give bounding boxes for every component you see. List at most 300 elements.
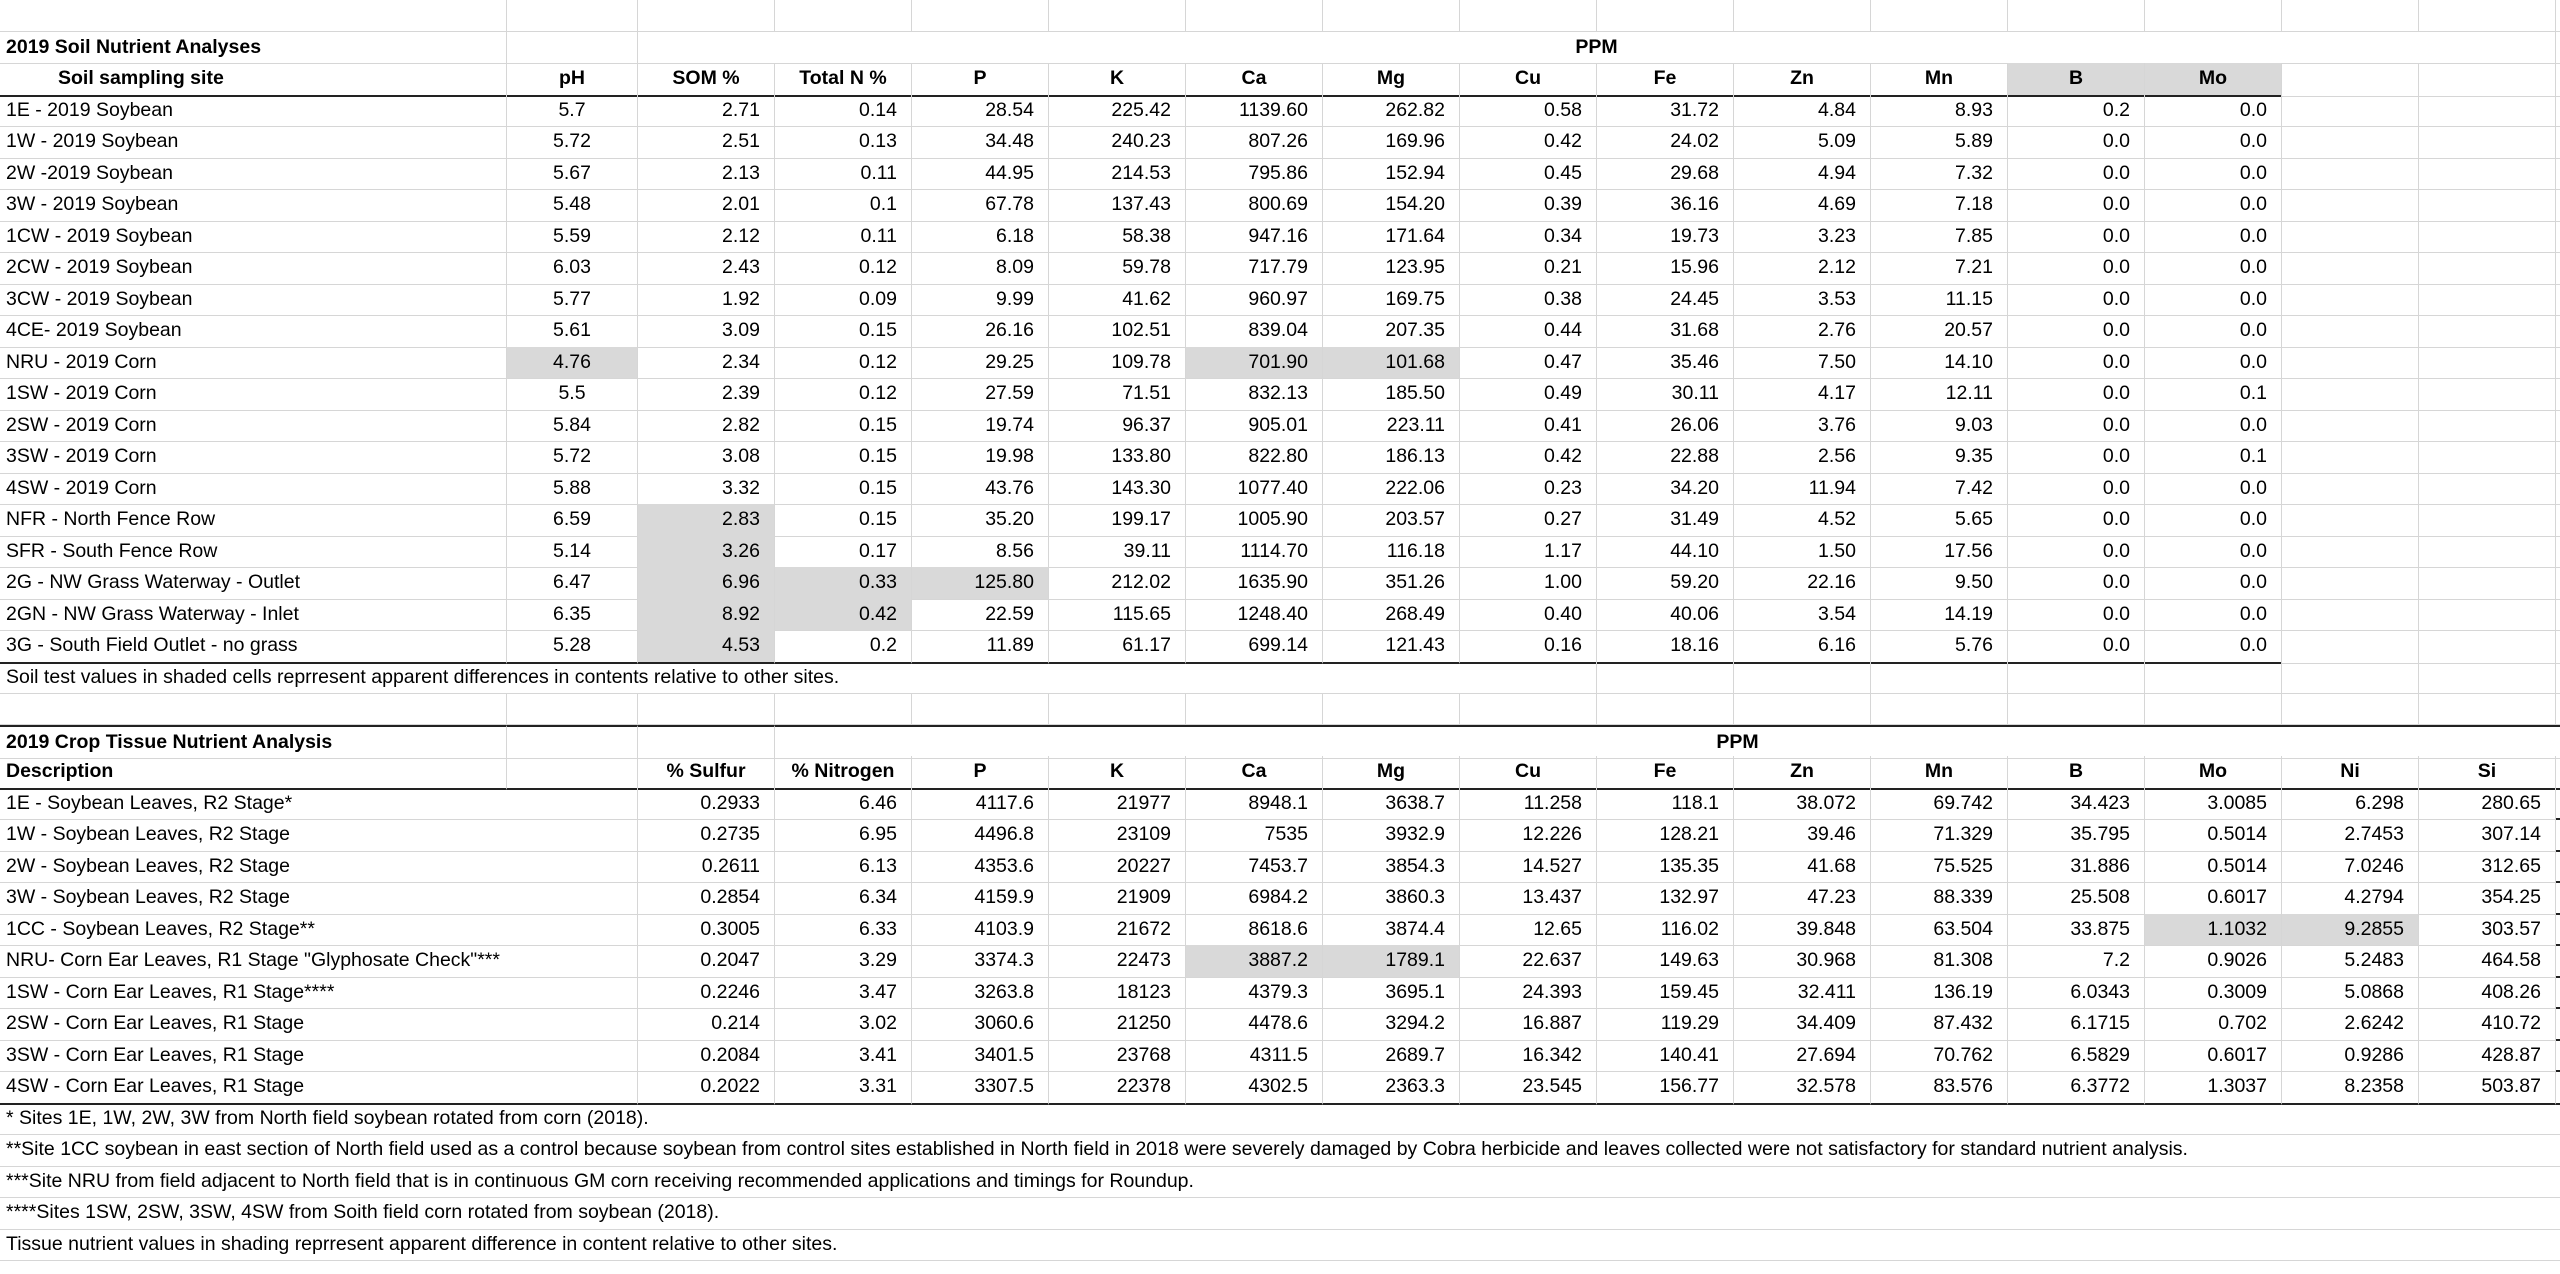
soil-value-cell: 137.43 [1049, 189, 1186, 222]
tissue-value-cell: 27.694 [1734, 1040, 1871, 1073]
empty-cell [2419, 221, 2556, 254]
empty-cell [2282, 189, 2419, 222]
soil-value-cell: 0.14 [775, 95, 912, 128]
soil-value-cell: 26.16 [912, 315, 1049, 348]
tissue-value-cell: 2363.3 [1323, 1071, 1460, 1105]
soil-site-name: 2CW - 2019 Soybean [0, 252, 507, 285]
tissue-col-header: Ca [1186, 756, 1323, 790]
tissue-header-row [0, 756, 2560, 788]
tissue-value-cell: 1.3037 [2145, 1071, 2282, 1105]
soil-value-cell: 0.42 [775, 599, 912, 632]
tissue-value-cell: 4311.5 [1186, 1040, 1323, 1073]
soil-value-cell: 40.06 [1597, 599, 1734, 632]
tissue-value-cell: 0.214 [638, 1008, 775, 1041]
soil-value-cell: 19.98 [912, 441, 1049, 474]
tissue-value-cell [507, 788, 638, 821]
soil-value-cell: 5.59 [507, 221, 638, 254]
soil-table-row [0, 536, 2560, 568]
soil-value-cell: 3.26 [638, 536, 775, 569]
soil-table-row [0, 189, 2560, 221]
empty-cell [2419, 504, 2556, 537]
empty-cell [2556, 567, 2560, 600]
soil-value-cell: 0.41 [1460, 410, 1597, 443]
tissue-value-cell: 35.795 [2008, 819, 2145, 852]
soil-value-cell: 7.50 [1734, 347, 1871, 380]
soil-value-cell: 0.2 [775, 630, 912, 664]
tissue-description: 1CC - Soybean Leaves, R2 Stage** [0, 914, 507, 947]
soil-value-cell: 4.84 [1734, 95, 1871, 128]
tissue-title-row [0, 725, 2560, 757]
soil-value-cell: 795.86 [1186, 158, 1323, 191]
tissue-value-cell: 7.0246 [2282, 851, 2419, 884]
soil-value-cell: 4.69 [1734, 189, 1871, 222]
soil-value-cell: 3.23 [1734, 221, 1871, 254]
tissue-value-cell: 0.2084 [638, 1040, 775, 1073]
soil-col-header: Mn [1871, 63, 2008, 97]
soil-value-cell: 4.94 [1734, 158, 1871, 191]
soil-value-cell: 0.12 [775, 252, 912, 285]
soil-table-row [0, 252, 2560, 284]
soil-table-row [0, 504, 2560, 536]
soil-value-cell: 19.74 [912, 410, 1049, 443]
soil-value-cell: 6.18 [912, 221, 1049, 254]
tissue-value-cell: 2689.7 [1323, 1040, 1460, 1073]
soil-value-cell: 9.50 [1871, 567, 2008, 600]
empty-cell [2556, 441, 2560, 474]
tissue-value-cell: 312.65 [2419, 851, 2556, 884]
empty-cell [2419, 567, 2556, 600]
soil-value-cell: 0.15 [775, 410, 912, 443]
soil-value-cell: 0.0 [2008, 189, 2145, 222]
soil-value-cell: 44.95 [912, 158, 1049, 191]
soil-value-cell: 5.72 [507, 441, 638, 474]
soil-value-cell: 699.14 [1186, 630, 1323, 664]
tissue-value-cell: 4496.8 [912, 819, 1049, 852]
tissue-col-header: Mo [2145, 756, 2282, 790]
soil-value-cell: 9.99 [912, 284, 1049, 317]
tissue-value-cell: 8.2358 [2282, 1071, 2419, 1105]
empty-cell [2419, 284, 2556, 317]
tissue-description: 1E - Soybean Leaves, R2 Stage* [0, 788, 507, 821]
soil-value-cell: 15.96 [1597, 252, 1734, 285]
soil-value-cell: 59.78 [1049, 252, 1186, 285]
soil-table-row [0, 599, 2560, 631]
soil-value-cell: 203.57 [1323, 504, 1460, 537]
soil-site-name: 3G - South Field Outlet - no grass [0, 630, 507, 664]
tissue-value-cell: 4159.9 [912, 882, 1049, 915]
soil-ppm-label: PPM [638, 32, 2556, 65]
soil-value-cell: 6.03 [507, 252, 638, 285]
tissue-value-cell: 83.576 [1871, 1071, 2008, 1105]
soil-value-cell: 0.0 [2145, 347, 2282, 380]
tissue-table-row [0, 788, 2560, 820]
soil-value-cell: 121.43 [1323, 630, 1460, 664]
empty-cell [2282, 252, 2419, 285]
tissue-value-cell: 6.5829 [2008, 1040, 2145, 1073]
tissue-note: Tissue nutrient values in shading reprresent apparent difference in content relative to other sites. [0, 1229, 2560, 1262]
tissue-value-cell: 16.887 [1460, 1008, 1597, 1041]
soil-value-cell: 1.92 [638, 284, 775, 317]
soil-value-cell: 3.76 [1734, 410, 1871, 443]
soil-value-cell: 905.01 [1186, 410, 1323, 443]
tissue-value-cell [507, 1040, 638, 1073]
soil-value-cell: 3.09 [638, 315, 775, 348]
soil-value-cell: 0.0 [2008, 410, 2145, 443]
tissue-note-row [0, 1134, 2560, 1166]
soil-value-cell: 0.0 [2145, 221, 2282, 254]
soil-value-cell: 0.34 [1460, 221, 1597, 254]
tissue-value-cell: 38.072 [1734, 788, 1871, 821]
empty-cell [2556, 977, 2560, 1010]
soil-col-header: pH [507, 63, 638, 97]
soil-note: Soil test values in shaded cells reprresent apparent differences in contents relative to other sites. [0, 662, 1460, 695]
tissue-value-cell: 3.29 [775, 945, 912, 978]
tissue-value-cell: 70.762 [1871, 1040, 2008, 1073]
soil-table-row [0, 284, 2560, 316]
soil-value-cell: 5.5 [507, 378, 638, 411]
soil-value-cell: 822.80 [1186, 441, 1323, 474]
tissue-value-cell: 132.97 [1597, 882, 1734, 915]
tissue-value-cell: 6.3772 [2008, 1071, 2145, 1105]
soil-value-cell: 0.0 [2008, 284, 2145, 317]
tissue-value-cell: 3860.3 [1323, 882, 1460, 915]
empty-cell [2282, 284, 2419, 317]
soil-value-cell: 24.45 [1597, 284, 1734, 317]
soil-value-cell: 1005.90 [1186, 504, 1323, 537]
soil-value-cell: 143.30 [1049, 473, 1186, 506]
soil-value-cell: 22.88 [1597, 441, 1734, 474]
soil-value-cell: 207.35 [1323, 315, 1460, 348]
tissue-value-cell: 3307.5 [912, 1071, 1049, 1105]
soil-value-cell: 0.0 [2145, 599, 2282, 632]
tissue-value-cell [507, 1071, 638, 1105]
empty-cell [2419, 347, 2556, 380]
tissue-value-cell [507, 819, 638, 852]
soil-value-cell: 0.21 [1460, 252, 1597, 285]
empty-cell [2556, 788, 2560, 821]
soil-value-cell: 22.16 [1734, 567, 1871, 600]
soil-value-cell: 0.47 [1460, 347, 1597, 380]
tissue-value-cell: 39.46 [1734, 819, 1871, 852]
soil-value-cell: 0.44 [1460, 315, 1597, 348]
soil-site-name: 4SW - 2019 Corn [0, 473, 507, 506]
soil-value-cell: 11.94 [1734, 473, 1871, 506]
empty-cell [2556, 851, 2560, 884]
soil-value-cell: 0.11 [775, 221, 912, 254]
tissue-value-cell: 0.9026 [2145, 945, 2282, 978]
soil-col-header: Cu [1460, 63, 1597, 97]
soil-value-cell: 43.76 [912, 473, 1049, 506]
tissue-value-cell: 6.33 [775, 914, 912, 947]
soil-value-cell: 3.32 [638, 473, 775, 506]
soil-value-cell: 0.13 [775, 126, 912, 159]
tissue-col-header: P [912, 756, 1049, 790]
soil-value-cell: 214.53 [1049, 158, 1186, 191]
soil-value-cell: 27.59 [912, 378, 1049, 411]
tissue-value-cell: 22378 [1049, 1071, 1186, 1105]
soil-value-cell: 0.1 [2145, 378, 2282, 411]
tissue-col-header: Description [0, 756, 507, 790]
soil-value-cell: 947.16 [1186, 221, 1323, 254]
empty-cell [2419, 189, 2556, 222]
tissue-value-cell: 3695.1 [1323, 977, 1460, 1010]
tissue-description: NRU- Corn Ear Leaves, R1 Stage "Glyphosate Check"*** [0, 945, 507, 978]
soil-note-row [0, 662, 2560, 694]
soil-value-cell: 5.7 [507, 95, 638, 128]
soil-value-cell: 35.20 [912, 504, 1049, 537]
soil-value-cell: 5.88 [507, 473, 638, 506]
soil-value-cell: 123.95 [1323, 252, 1460, 285]
soil-value-cell: 8.09 [912, 252, 1049, 285]
tissue-value-cell: 4478.6 [1186, 1008, 1323, 1041]
soil-value-cell: 186.13 [1323, 441, 1460, 474]
empty-cell [2419, 630, 2556, 664]
soil-value-cell: 18.16 [1597, 630, 1734, 664]
soil-value-cell: 0.40 [1460, 599, 1597, 632]
tissue-value-cell: 32.578 [1734, 1071, 1871, 1105]
tissue-col-header: Mg [1323, 756, 1460, 790]
soil-value-cell: 0.0 [2145, 95, 2282, 128]
soil-value-cell: 2.71 [638, 95, 775, 128]
soil-value-cell: 2.83 [638, 504, 775, 537]
tissue-value-cell: 3874.4 [1323, 914, 1460, 947]
tissue-note-row [0, 1103, 2560, 1135]
tissue-value-cell: 21250 [1049, 1008, 1186, 1041]
soil-value-cell: 7.21 [1871, 252, 2008, 285]
soil-col-header: Fe [1597, 63, 1734, 97]
tissue-value-cell: 0.5014 [2145, 851, 2282, 884]
tissue-value-cell: 30.968 [1734, 945, 1871, 978]
tissue-value-cell: 3.02 [775, 1008, 912, 1041]
soil-value-cell: 0.42 [1460, 441, 1597, 474]
empty-cell [2556, 882, 2560, 915]
tissue-description: 3SW - Corn Ear Leaves, R1 Stage [0, 1040, 507, 1073]
soil-value-cell: 701.90 [1186, 347, 1323, 380]
tissue-note: ****Sites 1SW, 2SW, 3SW, 4SW from Soith field corn rotated from soybean (2018). [0, 1197, 2560, 1230]
soil-site-name: 1E - 2019 Soybean [0, 95, 507, 128]
tissue-value-cell: 24.393 [1460, 977, 1597, 1010]
empty-cell [2556, 378, 2560, 411]
soil-value-cell: 0.16 [1460, 630, 1597, 664]
soil-value-cell: 5.72 [507, 126, 638, 159]
soil-value-cell: 7.42 [1871, 473, 2008, 506]
empty-cell [2419, 599, 2556, 632]
soil-value-cell: 8.56 [912, 536, 1049, 569]
empty-cell [2556, 1040, 2560, 1073]
soil-value-cell: 67.78 [912, 189, 1049, 222]
tissue-col-header: Cu [1460, 756, 1597, 790]
tissue-table-row [0, 977, 2560, 1009]
tissue-value-cell: 34.423 [2008, 788, 2145, 821]
tissue-ppm-label: PPM [775, 725, 2560, 760]
soil-value-cell: 0.0 [2008, 630, 2145, 664]
soil-value-cell: 6.96 [638, 567, 775, 600]
soil-col-header: Mo [2145, 63, 2282, 97]
tissue-value-cell: 135.35 [1597, 851, 1734, 884]
soil-site-name: 3W - 2019 Soybean [0, 189, 507, 222]
tissue-value-cell: 0.2047 [638, 945, 775, 978]
tissue-description: 3W - Soybean Leaves, R2 Stage [0, 882, 507, 915]
empty-cell [2282, 221, 2419, 254]
soil-value-cell: 29.68 [1597, 158, 1734, 191]
tissue-value-cell: 3887.2 [1186, 945, 1323, 978]
soil-value-cell: 0.0 [2008, 315, 2145, 348]
empty-cell [2556, 819, 2560, 852]
tissue-table-row [0, 851, 2560, 883]
tissue-value-cell [507, 945, 638, 978]
tissue-description: 4SW - Corn Ear Leaves, R1 Stage [0, 1071, 507, 1105]
tissue-value-cell: 140.41 [1597, 1040, 1734, 1073]
soil-value-cell: 31.72 [1597, 95, 1734, 128]
tissue-value-cell: 4117.6 [912, 788, 1049, 821]
empty-cell [2419, 63, 2556, 97]
soil-col-header: Zn [1734, 63, 1871, 97]
soil-value-cell: 19.73 [1597, 221, 1734, 254]
soil-value-cell: 5.48 [507, 189, 638, 222]
empty-cell [2556, 945, 2560, 978]
soil-value-cell: 0.11 [775, 158, 912, 191]
soil-value-cell: 0.0 [2145, 252, 2282, 285]
soil-value-cell: 1139.60 [1186, 95, 1323, 128]
soil-value-cell: 36.16 [1597, 189, 1734, 222]
tissue-table-body [0, 788, 2560, 1103]
tissue-value-cell: 410.72 [2419, 1008, 2556, 1041]
tissue-value-cell: 3294.2 [1323, 1008, 1460, 1041]
empty-cell [2556, 126, 2560, 159]
soil-value-cell: 30.11 [1597, 378, 1734, 411]
tissue-value-cell: 3374.3 [912, 945, 1049, 978]
soil-value-cell: 35.46 [1597, 347, 1734, 380]
tissue-notes [0, 1103, 2560, 1261]
soil-table-row [0, 126, 2560, 158]
soil-value-cell: 223.11 [1323, 410, 1460, 443]
soil-value-cell: 0.15 [775, 473, 912, 506]
tissue-table-row [0, 1040, 2560, 1072]
soil-value-cell: 2.51 [638, 126, 775, 159]
soil-value-cell: 717.79 [1186, 252, 1323, 285]
empty-cell [2556, 252, 2560, 285]
tissue-note-row [0, 1197, 2560, 1229]
soil-value-cell: 96.37 [1049, 410, 1186, 443]
soil-value-cell: 20.57 [1871, 315, 2008, 348]
tissue-value-cell: 12.226 [1460, 819, 1597, 852]
soil-value-cell: 7.18 [1871, 189, 2008, 222]
tissue-value-cell: 4379.3 [1186, 977, 1323, 1010]
tissue-value-cell: 464.58 [2419, 945, 2556, 978]
soil-value-cell: 169.75 [1323, 284, 1460, 317]
empty-cell [2556, 315, 2560, 348]
soil-value-cell: 3.08 [638, 441, 775, 474]
tissue-value-cell: 6984.2 [1186, 882, 1323, 915]
soil-value-cell: 225.42 [1049, 95, 1186, 128]
soil-value-cell: 212.02 [1049, 567, 1186, 600]
soil-value-cell: 59.20 [1597, 567, 1734, 600]
soil-value-cell: 0.38 [1460, 284, 1597, 317]
tissue-value-cell: 307.14 [2419, 819, 2556, 852]
soil-value-cell: 0.0 [2145, 315, 2282, 348]
empty-cell [2556, 284, 2560, 317]
soil-value-cell: 5.67 [507, 158, 638, 191]
empty-cell [2419, 410, 2556, 443]
soil-value-cell: 8.93 [1871, 95, 2008, 128]
empty-cell [2282, 473, 2419, 506]
tissue-value-cell: 3854.3 [1323, 851, 1460, 884]
tissue-value-cell: 32.411 [1734, 977, 1871, 1010]
soil-col-header: SOM % [638, 63, 775, 97]
soil-value-cell: 0.0 [2145, 567, 2282, 600]
soil-value-cell: 101.68 [1323, 347, 1460, 380]
soil-value-cell: 2.56 [1734, 441, 1871, 474]
soil-value-cell: 3.54 [1734, 599, 1871, 632]
tissue-table-row [0, 882, 2560, 914]
tissue-value-cell: 12.65 [1460, 914, 1597, 947]
soil-value-cell: 0.49 [1460, 378, 1597, 411]
empty-cell [2556, 410, 2560, 443]
empty-cell [2419, 536, 2556, 569]
tissue-value-cell [507, 851, 638, 884]
tissue-value-cell: 7.2 [2008, 945, 2145, 978]
tissue-value-cell: 116.02 [1597, 914, 1734, 947]
soil-value-cell: 0.0 [2145, 284, 2282, 317]
soil-value-cell: 2.76 [1734, 315, 1871, 348]
soil-value-cell: 1248.40 [1186, 599, 1323, 632]
soil-value-cell: 14.19 [1871, 599, 2008, 632]
tissue-value-cell [507, 1008, 638, 1041]
tissue-value-cell: 63.504 [1871, 914, 2008, 947]
soil-value-cell: 0.09 [775, 284, 912, 317]
tissue-value-cell: 25.508 [2008, 882, 2145, 915]
empty-cell [2556, 347, 2560, 380]
soil-value-cell: 0.0 [2008, 126, 2145, 159]
tissue-value-cell: 18123 [1049, 977, 1186, 1010]
soil-value-cell: 0.0 [2008, 536, 2145, 569]
empty-cell [2282, 410, 2419, 443]
soil-value-cell: 39.11 [1049, 536, 1186, 569]
soil-value-cell: 5.09 [1734, 126, 1871, 159]
soil-col-header: Ca [1186, 63, 1323, 97]
empty-cell [2556, 473, 2560, 506]
tissue-col-header: % Sulfur [638, 756, 775, 790]
tissue-value-cell: 1789.1 [1323, 945, 1460, 978]
soil-value-cell: 8.92 [638, 599, 775, 632]
empty-cell [2419, 441, 2556, 474]
tissue-value-cell: 8948.1 [1186, 788, 1323, 821]
empty-cell [2282, 63, 2419, 97]
soil-title-row [0, 32, 2560, 64]
soil-value-cell: 0.15 [775, 504, 912, 537]
tissue-value-cell: 3.41 [775, 1040, 912, 1073]
soil-value-cell: 2.12 [638, 221, 775, 254]
soil-value-cell: 116.18 [1323, 536, 1460, 569]
tissue-value-cell: 23109 [1049, 819, 1186, 852]
soil-value-cell: 0.0 [2145, 473, 2282, 506]
soil-col-header: Total N % [775, 63, 912, 97]
soil-table-title: 2019 Soil Nutrient Analyses [0, 32, 507, 65]
tissue-value-cell: 280.65 [2419, 788, 2556, 821]
soil-value-cell: 9.03 [1871, 410, 2008, 443]
tissue-value-cell: 159.45 [1597, 977, 1734, 1010]
tissue-value-cell: 3401.5 [912, 1040, 1049, 1073]
soil-value-cell: 44.10 [1597, 536, 1734, 569]
soil-value-cell: 0.0 [2145, 630, 2282, 664]
soil-value-cell: 5.65 [1871, 504, 2008, 537]
tissue-value-cell: 0.5014 [2145, 819, 2282, 852]
soil-value-cell: 0.2 [2008, 95, 2145, 128]
soil-value-cell: 17.56 [1871, 536, 2008, 569]
tissue-value-cell: 0.702 [2145, 1008, 2282, 1041]
soil-col-header: Soil sampling site [0, 63, 507, 97]
empty-cell [2282, 599, 2419, 632]
